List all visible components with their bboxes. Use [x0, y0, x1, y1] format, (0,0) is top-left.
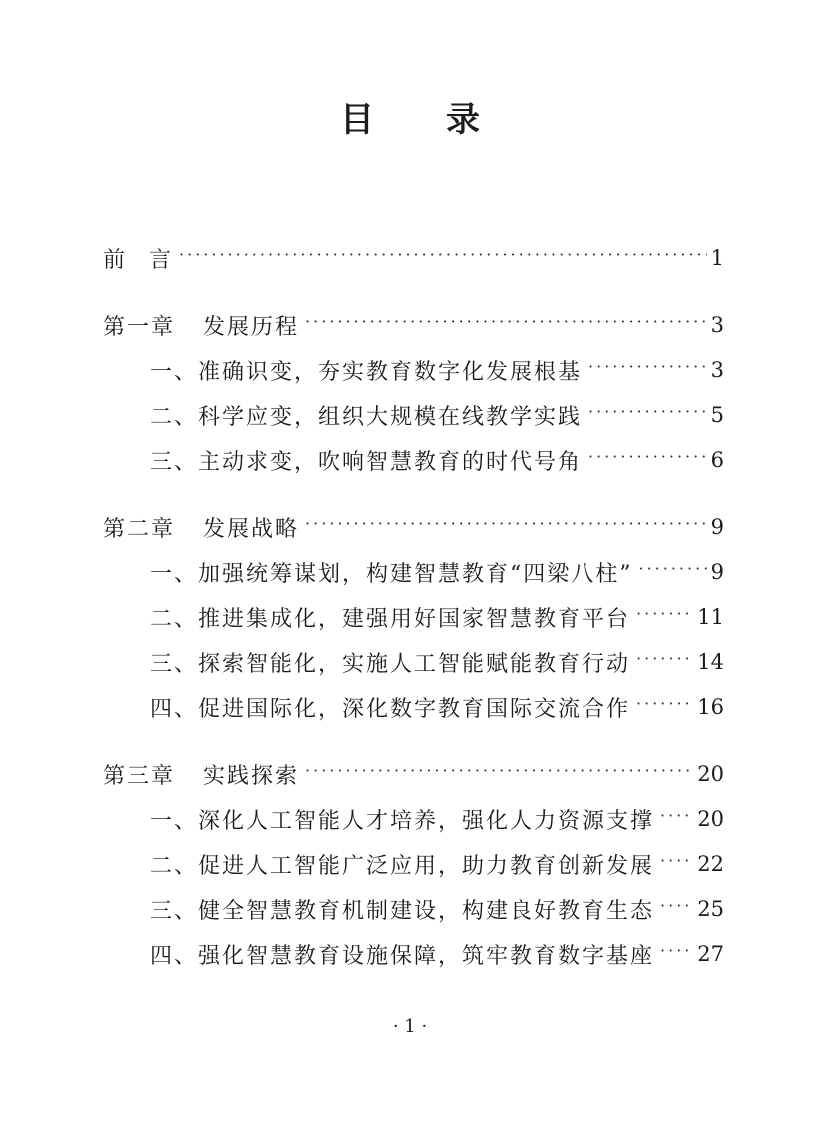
toc-entry-chapter-3[interactable] — [103, 757, 724, 791]
toc-leader-dots — [305, 757, 693, 791]
toc-leader-dots — [660, 892, 693, 926]
toc-entry-label: 二、促进人工智能广泛应用，助力教育创新发展 — [150, 853, 655, 879]
toc-leader-dots — [660, 937, 693, 971]
toc-page-number: 1 — [710, 246, 724, 270]
toc-entry-label: 第二章 发展战略 — [103, 516, 300, 542]
toc-entry-section-3-2[interactable] — [150, 847, 724, 881]
toc-entry-label: 三、主动求变，吹响智慧教育的时代号角 — [150, 449, 583, 475]
toc-entry-section-2-1[interactable] — [150, 555, 724, 589]
toc-page-number: 9 — [710, 515, 724, 539]
toc-title-left: 目 — [340, 100, 374, 140]
toc-leader-dots — [305, 308, 707, 342]
toc-entry-section-2-3[interactable] — [150, 645, 724, 679]
toc-page-number: 6 — [710, 448, 724, 472]
toc-entry-section-3-4[interactable] — [150, 937, 724, 971]
toc-page-number: 3 — [710, 313, 724, 337]
toc-entry-label: 三、探索智能化，实施人工智能赋能教育行动 — [150, 651, 631, 677]
toc-page-number: 27 — [697, 942, 724, 966]
toc-leader-dots — [588, 353, 707, 387]
toc-title-right: 录 — [446, 100, 480, 140]
toc-entry-section-1-1[interactable] — [150, 353, 724, 387]
toc-entry-section-2-2[interactable] — [150, 600, 724, 634]
toc-entry-section-3-3[interactable] — [150, 892, 724, 926]
toc-entry-label: 一、深化人工智能人才培养，强化人力资源支撑 — [150, 808, 655, 834]
toc-entry-label: 二、推进集成化，建强用好国家智慧教育平台 — [150, 606, 631, 632]
toc-entry-label: 第三章 实践探索 — [103, 763, 300, 789]
toc-page-number: 22 — [697, 852, 724, 876]
toc-leader-dots — [588, 398, 707, 432]
toc-entry-label: 四、强化智慧教育设施保障，筑牢教育数字基座 — [150, 943, 655, 969]
toc-page-number: 25 — [697, 897, 724, 921]
toc-leader-dots — [636, 690, 693, 724]
toc-entry-label: 二、科学应变，组织大规模在线教学实践 — [150, 404, 583, 430]
toc-page-number: 3 — [710, 358, 724, 382]
toc-entry-label: 三、健全智慧教育机制建设，构建良好教育生态 — [150, 898, 655, 924]
toc-page-number: 14 — [697, 650, 724, 674]
page-number-footer: · 1 · — [392, 1016, 428, 1037]
toc-entry-label: 第一章 发展历程 — [103, 314, 300, 340]
toc-entry-label: 四、促进国际化，深化数字教育国际交流合作 — [150, 696, 631, 722]
toc-entry-chapter-2[interactable] — [103, 510, 724, 544]
toc-entry-section-1-2[interactable] — [150, 398, 724, 432]
toc-entry-label: 一、加强统筹谋划，构建智慧教育“四梁八柱” — [150, 561, 633, 587]
toc-leader-dots — [588, 443, 707, 477]
toc-entry-label: 一、准确识变，夯实教育数字化发展根基 — [150, 359, 583, 385]
toc-page-number: 16 — [697, 695, 724, 719]
toc-leader-dots — [636, 600, 693, 634]
toc-leader-dots — [660, 802, 693, 836]
toc-leader-dots — [305, 510, 707, 544]
toc-entry-preface[interactable] — [103, 241, 724, 275]
toc-leader-dots — [639, 555, 707, 589]
toc-page-number: 20 — [697, 762, 724, 786]
toc-page-number: 11 — [697, 605, 724, 629]
toc-leader-dots — [179, 241, 707, 275]
toc-entry-section-2-4[interactable] — [150, 690, 724, 724]
toc-entry-chapter-1[interactable] — [103, 308, 724, 342]
toc-page-number: 5 — [710, 403, 724, 427]
toc-leader-dots — [636, 645, 693, 679]
toc-page-number: 9 — [710, 560, 724, 584]
toc-entry-section-3-1[interactable] — [150, 802, 724, 836]
toc-page-number: 20 — [697, 807, 724, 831]
toc-leader-dots — [660, 847, 693, 881]
toc-title — [0, 96, 820, 144]
toc-entry-section-1-3[interactable] — [150, 443, 724, 477]
toc-entry-label: 前 言 — [103, 247, 174, 273]
